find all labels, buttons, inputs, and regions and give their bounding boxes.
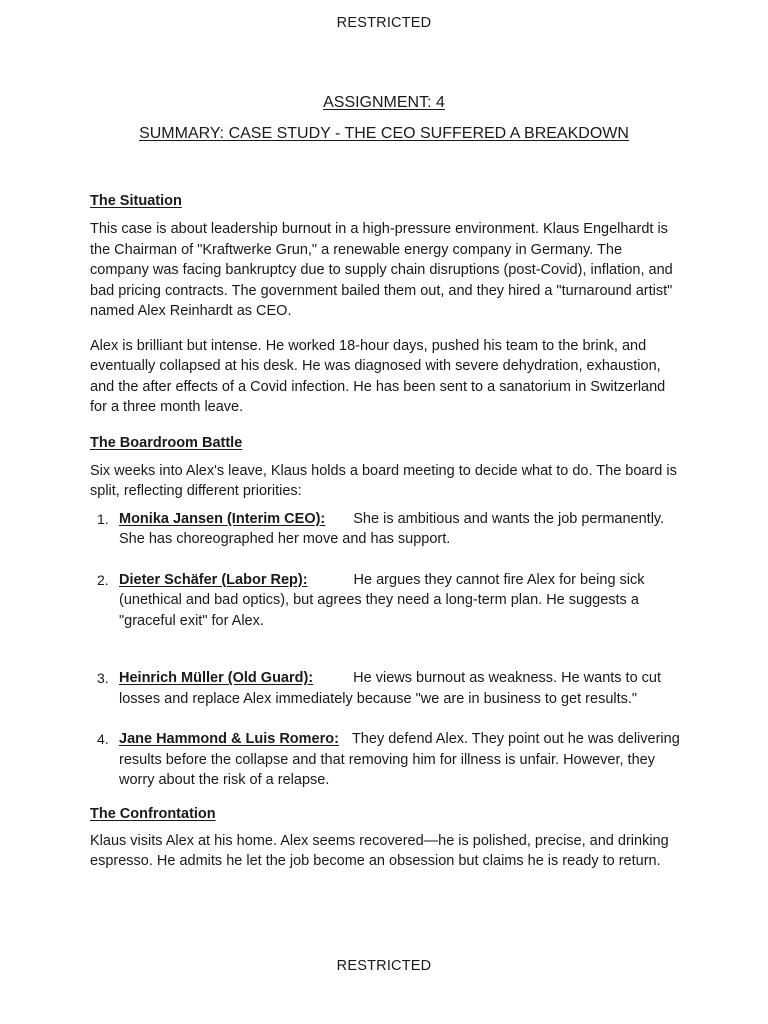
assignment-title: ASSIGNMENT: 4: [323, 94, 445, 111]
member-name: Monika Jansen (Interim CEO):: [119, 510, 326, 527]
list-item: [90, 509, 680, 550]
member-description: He views burnout as weakness. He wants to cut losses and replace Alex immediately because "we are in business to get results.": [119, 670, 662, 707]
member-description: She is ambitious and wants the job permanently. She has choreographed her move and has support.: [119, 510, 665, 547]
confrontation-paragraph: Klaus visits Alex at his home. Alex seems recovered—he is polished, precise, and drinking espresso. He admits he let the job become an obsession but claims he is ready to return.: [90, 832, 669, 869]
member-description: They defend Alex. They point out he was delivering results before the collapse and that removing him for illness is unfair. However, they worry about the risk of a relapse.: [119, 731, 680, 788]
member-name: Dieter Schäfer (Labor Rep):: [119, 571, 308, 588]
board-members-list: [90, 509, 680, 791]
member-description: He argues they cannot fire Alex for being sick (unethical and bad optics), but agrees they need a long-term plan. He suggests a "graceful exit" for Alex.: [119, 571, 645, 629]
list-item: [90, 729, 680, 791]
section-heading-confrontation: The Confrontation: [90, 805, 216, 822]
footer-classification-marking: RESTRICTED: [336, 958, 432, 974]
summary-title: SUMMARY: CASE STUDY - THE CEO SUFFERED A BREAKDOWN: [139, 125, 629, 142]
member-name: Jane Hammond & Luis Romero:: [119, 731, 339, 747]
section-heading-boardroom: The Boardroom Battle: [90, 434, 243, 451]
list-item: [90, 570, 680, 632]
header-classification-marking: RESTRICTED: [336, 15, 432, 31]
situation-paragraph-1: This case is about leadership burnout in a high-pressure environment. Klaus Engelhardt is the Chairman of "Kraftwerke Grun," a renewable energy company in Germany. The company was facing bankruptcy due to supply chain disruptions (post-Covid), inflation, and bad pricing contracts. The government bailed them out, and they hired a "turnaround artist" named Alex Reinhardt as CEO.: [90, 221, 673, 319]
member-name: Heinrich Müller (Old Guard):: [119, 670, 314, 686]
list-item-number: 3.: [97, 670, 109, 686]
list-item-number: 4.: [97, 731, 109, 747]
list-item: [90, 668, 680, 709]
list-item-number: 1.: [97, 510, 109, 527]
situation-paragraph-2: Alex is brilliant but intense. He worked 18-hour days, pushed his team to the brink, and eventually collapsed at his desk. He was diagnosed with severe dehydration, exhaustion, and the after effects of a Covid infection. He has been sent to a sanatorium in Switzerland for a three month leave.: [90, 337, 666, 415]
document-body: [90, 191, 680, 872]
section-heading-situation: The Situation: [90, 193, 182, 209]
boardroom-intro: Six weeks into Alex's leave, Klaus holds a board meeting to decide what to do. The board is split, reflecting different priorities:: [90, 462, 677, 499]
list-item-number: 2.: [97, 571, 109, 588]
